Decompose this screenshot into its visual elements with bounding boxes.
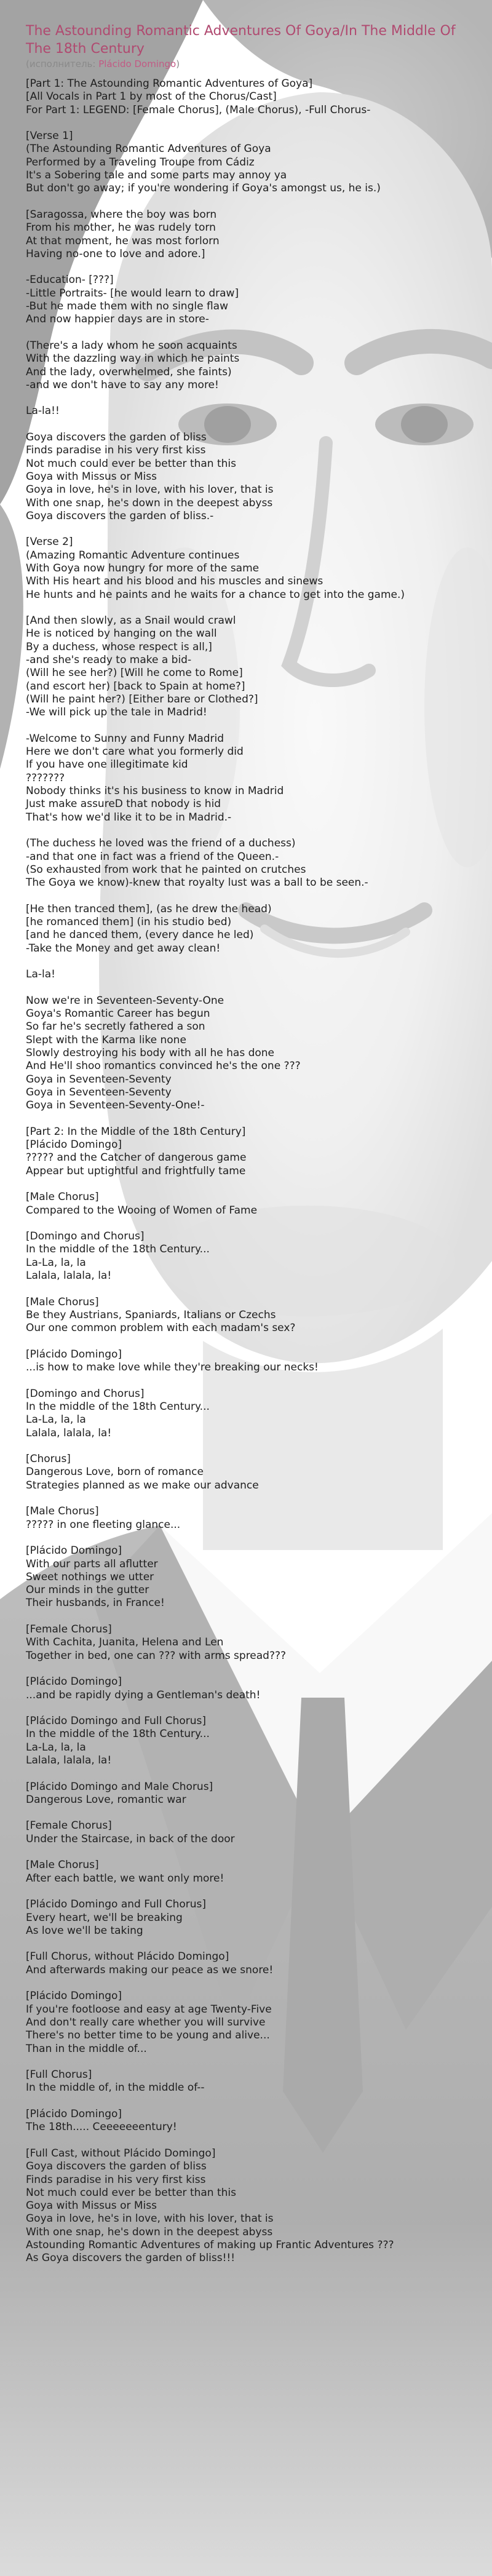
lyric-line: [Saragossa, where the boy was born xyxy=(26,208,217,221)
lyric-stanza xyxy=(26,1715,466,1767)
lyric-line: Every heart, we'll be breaking xyxy=(26,1911,183,1924)
lyric-line: ??????? xyxy=(26,771,65,784)
lyric-line: Finds paradise in his very first kiss xyxy=(26,2173,206,2186)
lyric-stanza xyxy=(26,2069,466,2095)
lyric-line: With Cachita, Juanita, Helena and Len xyxy=(26,1636,224,1649)
lyric-stanza xyxy=(26,1505,466,1532)
lyric-line: -Take the Money and get away clean! xyxy=(26,942,221,955)
lyric-line: [Plácido Domingo and Male Chorus] xyxy=(26,1780,213,1793)
lyric-line: The Goya we know)-knew that royalty lust was a ball to be seen.- xyxy=(26,877,368,889)
lyric-line: Not much could ever be better than this xyxy=(26,457,237,470)
lyric-line: Having no-one to love and adore.] xyxy=(26,247,205,260)
lyric-line: By a duchess, whose respect is all,] xyxy=(26,640,212,653)
lyric-stanza xyxy=(26,614,466,719)
lyric-stanza xyxy=(26,1348,466,1375)
lyric-line: La-La, la, la xyxy=(26,1741,86,1754)
performer-line xyxy=(26,58,466,70)
lyric-stanza xyxy=(26,1191,466,1217)
lyric-line: Here we don't care what you formerly did xyxy=(26,745,244,758)
lyric-line: (and escort her) [back to Spain at home?] xyxy=(26,680,245,693)
lyric-line: Goya in love, he's in love, with his lover, that is xyxy=(26,483,274,496)
lyric-line: [Plácido Domingo] xyxy=(26,1348,122,1361)
lyric-line: [Male Chorus] xyxy=(26,1859,99,1872)
lyric-line: (Will he see her?) [Will he come to Rome] xyxy=(26,667,243,680)
lyric-line: (Will he paint her?) [Either bare or Clothed?] xyxy=(26,693,258,706)
lyric-line: -and she's ready to make a bid- xyxy=(26,654,192,667)
lyric-line: Slowly destroying his body with all he has done xyxy=(26,1046,275,1059)
lyric-line: [Domingo and Chorus] xyxy=(26,1230,145,1243)
lyric-line: (Amazing Romantic Adventure continues xyxy=(26,549,240,562)
lyric-line: If you're footloose and easy at age Twenty-Five xyxy=(26,2003,272,2016)
lyric-stanza xyxy=(26,733,466,824)
lyric-line: In the middle of, in the middle of-- xyxy=(26,2081,205,2094)
lyric-line: With one snap, he's down in the deepest abyss xyxy=(26,496,273,509)
lyric-line: Compared to the Wooing of Women of Fame xyxy=(26,1204,258,1217)
lyric-line: [Male Chorus] xyxy=(26,1505,99,1518)
lyric-line: La-La, la, la xyxy=(26,1413,86,1426)
song-title: The Astounding Romantic Adventures Of Goya/In The Middle Of The 18th Century xyxy=(26,23,456,57)
lyric-line: Goya discovers the garden of bliss.- xyxy=(26,509,214,522)
lyric-stanza xyxy=(26,274,466,326)
lyric-line: And afterwards making our peace as we snore! xyxy=(26,1963,274,1976)
lyric-line: [Full Chorus, without Plácido Domingo] xyxy=(26,1950,229,1963)
lyric-line: Goya in Seventeen-Seventy-One!- xyxy=(26,1099,205,1112)
lyric-line: [Plácido Domingo and Full Chorus] xyxy=(26,1715,206,1728)
lyric-stanza xyxy=(26,995,466,1113)
lyric-line: With Goya now hungry for more of the same xyxy=(26,562,260,574)
lyric-stanza xyxy=(26,1230,466,1282)
lyric-stanza xyxy=(26,1623,466,1663)
lyric-stanza xyxy=(26,1126,466,1178)
lyric-line: And now happier days are in store- xyxy=(26,313,209,326)
lyric-stanza xyxy=(26,2108,466,2134)
lyric-stanza xyxy=(26,536,466,601)
lyric-line: Our minds in the gutter xyxy=(26,1584,149,1597)
lyric-stanza xyxy=(26,209,466,261)
lyric-line: In the middle of the 18th Century... xyxy=(26,1243,210,1256)
lyric-line: Dangerous Love, romantic war xyxy=(26,1793,186,1806)
lyric-line: [and he danced them, (every dance he led) xyxy=(26,929,254,942)
lyric-line: Now we're in Seventeen-Seventy-One xyxy=(26,994,224,1007)
lyric-line: [Domingo and Chorus] xyxy=(26,1387,145,1400)
lyric-line: Goya in Seventeen-Seventy xyxy=(26,1073,172,1086)
lyric-stanza xyxy=(26,1950,466,1977)
lyric-stanza xyxy=(26,1781,466,1807)
lyric-line: In the middle of the 18th Century... xyxy=(26,1728,210,1741)
lyric-line: Goya in Seventeen-Seventy xyxy=(26,1086,172,1099)
lyric-line: Goya discovers the garden of bliss xyxy=(26,431,207,444)
lyric-line: [Part 1: The Astounding Romantic Adventures of Goya] xyxy=(26,78,313,90)
lyric-line: -and that one in fact was a friend of the Queen.- xyxy=(26,850,279,863)
lyric-line: He hunts and he paints and he waits for a chance to get into the game.) xyxy=(26,588,405,601)
lyric-line: Lalala, lalala, la! xyxy=(26,1754,112,1767)
lyric-line: [Plácido Domingo] xyxy=(26,1544,122,1557)
lyric-line: ????? and the Catcher of dangerous game xyxy=(26,1151,247,1164)
lyric-stanza xyxy=(26,968,466,981)
performer-suffix: ) xyxy=(176,58,180,70)
lyric-line: [Female Chorus] xyxy=(26,1623,112,1636)
lyrics-body xyxy=(26,78,466,2265)
lyric-stanza xyxy=(26,130,466,195)
lyric-line: Performed by a Traveling Troupe from Cádiz xyxy=(26,156,255,169)
lyric-line: There's no better time to be young and alive... xyxy=(26,2029,270,2042)
lyric-line: [Plácido Domingo] xyxy=(26,1990,122,2003)
lyric-line: -and we don't have to say any more! xyxy=(26,378,219,391)
lyric-line: Lalala, lalala, la! xyxy=(26,1270,112,1282)
lyric-stanza xyxy=(26,405,466,418)
lyric-line: [Verse 2] xyxy=(26,536,73,549)
lyric-stanza xyxy=(26,1388,466,1440)
lyric-line: Not much could ever be better than this xyxy=(26,2186,237,2199)
lyric-line: [Plácido Domingo] xyxy=(26,2108,122,2121)
lyric-line: [he romanced them] (in his studio bed) xyxy=(26,916,232,928)
lyric-line: Lalala, lalala, la! xyxy=(26,1426,112,1439)
lyric-line: Their husbands, in France! xyxy=(26,1597,165,1610)
lyric-line: And the lady, overwhelmed, she faints) xyxy=(26,365,232,378)
lyric-line: With His heart and his blood and his muscles and sinews xyxy=(26,575,323,588)
lyric-line: It's a Sobering tale and some parts may annoy ya xyxy=(26,169,287,182)
lyric-line: Goya in love, he's in love, with his lover, that is xyxy=(26,2212,274,2225)
lyric-line: He is noticed by hanging on the wall xyxy=(26,627,217,640)
lyric-line: After each battle, we want only more! xyxy=(26,1872,224,1885)
lyric-line: Together in bed, one can ??? with arms spread??? xyxy=(26,1649,287,1662)
lyric-line: [And then slowly, as a Snail would crawl xyxy=(26,614,236,627)
lyric-line: ...is how to make love while they're breaking our necks! xyxy=(26,1361,319,1374)
lyric-line: Appear but uptightful and frightfully tame xyxy=(26,1164,246,1177)
lyric-stanza xyxy=(26,1453,466,1492)
lyric-line: -Little Portraits- [he would learn to draw] xyxy=(26,287,239,300)
lyric-stanza xyxy=(26,431,466,523)
lyric-line: [Part 2: In the Middle of the 18th Century] xyxy=(26,1125,246,1138)
lyric-line: But don't go away; if you're wondering if Goya's amongst us, he is.) xyxy=(26,182,381,195)
lyric-line: Goya's Romantic Career has begun xyxy=(26,1008,210,1020)
lyric-line: [He then tranced them], (as he drew the head) xyxy=(26,902,272,915)
lyric-line: Our one common problem with each madam's sex? xyxy=(26,1322,296,1335)
lyric-line: Goya with Missus or Miss xyxy=(26,2200,157,2212)
lyric-line: Strategies planned as we make our advance xyxy=(26,1479,259,1492)
lyric-line: Nobody thinks it's his business to know in Madrid xyxy=(26,785,284,798)
performer-link[interactable]: Plácido Domingo xyxy=(98,58,177,70)
performer-prefix: (исполнитель: xyxy=(26,58,96,70)
lyric-line: Sweet nothings we utter xyxy=(26,1570,154,1583)
lyric-line: If you have one illegitimate kid xyxy=(26,758,188,771)
lyric-line: In the middle of the 18th Century... xyxy=(26,1400,210,1413)
lyric-line: [Full Cast, without Plácido Domingo] xyxy=(26,2147,216,2160)
lyric-line: With one snap, he's down in the deepest abyss xyxy=(26,2225,273,2238)
lyric-line: [All Vocals in Part 1 by most of the Chorus/Cast] xyxy=(26,90,277,103)
lyric-line: Just make assureD that nobody is hid xyxy=(26,798,221,811)
lyric-line: So far he's secretly fathered a son xyxy=(26,1020,205,1033)
lyric-stanza xyxy=(26,1676,466,1702)
lyric-line: ????? in one fleeting glance... xyxy=(26,1518,181,1531)
lyric-line: From his mother, he was rudely torn xyxy=(26,221,216,234)
lyric-line: Be they Austrians, Spaniards, Italians or Czechs xyxy=(26,1308,276,1321)
lyric-line: Goya discovers the garden of bliss xyxy=(26,2160,207,2173)
lyric-line: (The Astounding Romantic Adventures of Goya xyxy=(26,143,271,156)
lyric-line: ...and be rapidly dying a Gentleman's death! xyxy=(26,1688,261,1701)
lyric-line: With the dazzling way in which he paints xyxy=(26,352,240,365)
lyric-line: And don't really care whether you will survive xyxy=(26,2016,266,2029)
lyric-line: [Chorus] xyxy=(26,1453,71,1466)
lyric-line: Astounding Romantic Adventures of making up Frantic Adventures ??? xyxy=(26,2238,394,2251)
lyric-stanza xyxy=(26,1544,466,1610)
lyric-line: Slept with the Karma like none xyxy=(26,1033,186,1046)
lyric-line: For Part 1: LEGEND: [Female Chorus], (Male Chorus), -Full Chorus- xyxy=(26,103,371,116)
lyric-line: [Plácido Domingo] xyxy=(26,1139,122,1151)
lyric-stanza xyxy=(26,1898,466,1938)
lyric-stanza xyxy=(26,1296,466,1335)
lyric-stanza xyxy=(26,1990,466,2055)
lyric-line: [Plácido Domingo] xyxy=(26,1676,122,1688)
lyric-line: La-la!! xyxy=(26,405,60,418)
lyric-line: Under the Staircase, in back of the door xyxy=(26,1832,235,1845)
lyric-line: Goya with Missus or Miss xyxy=(26,470,157,483)
lyric-line: As love we'll be taking xyxy=(26,1924,143,1937)
lyric-line: [Male Chorus] xyxy=(26,1191,99,1204)
lyric-line: That's how we'd like it to be in Madrid.- xyxy=(26,811,232,824)
lyric-line: [Verse 1] xyxy=(26,130,73,143)
lyric-line: As Goya discovers the garden of bliss!!! xyxy=(26,2252,236,2265)
lyric-line: The 18th..... Ceeeeeeentury! xyxy=(26,2121,177,2134)
lyric-line: With our parts all aflutter xyxy=(26,1557,158,1570)
lyric-stanza xyxy=(26,903,466,955)
lyric-line: [Male Chorus] xyxy=(26,1295,99,1308)
lyric-line: -But he made them with no single flaw xyxy=(26,300,228,313)
lyric-stanza xyxy=(26,1859,466,1885)
lyric-stanza xyxy=(26,78,466,117)
lyric-line: And He'll shoo romantics convinced he's the one ??? xyxy=(26,1060,301,1073)
lyric-stanza xyxy=(26,837,466,889)
lyric-line: Than in the middle of... xyxy=(26,2042,147,2055)
lyric-stanza xyxy=(26,1819,466,1846)
lyric-line: (The duchess he loved was the friend of a duchess) xyxy=(26,837,296,850)
lyric-line: Dangerous Love, born of romance xyxy=(26,1466,204,1479)
lyric-line: [Full Chorus] xyxy=(26,2069,92,2081)
lyric-line: La-la! xyxy=(26,968,55,981)
lyric-line: (There's a lady whom he soon acquaints xyxy=(26,339,237,352)
lyric-line: -We will pick up the tale in Madrid! xyxy=(26,706,207,719)
lyric-line: (So exhausted from work that he painted on crutches xyxy=(26,863,306,876)
lyric-line: [Female Chorus] xyxy=(26,1819,112,1832)
lyric-line: -Welcome to Sunny and Funny Madrid xyxy=(26,732,224,745)
lyric-line: -Education- [???] xyxy=(26,274,114,287)
lyric-stanza xyxy=(26,2147,466,2265)
lyric-line: At that moment, he was most forlorn xyxy=(26,234,220,247)
lyric-stanza xyxy=(26,340,466,392)
lyric-line: La-La, la, la xyxy=(26,1256,86,1269)
lyric-line: [Plácido Domingo and Full Chorus] xyxy=(26,1898,206,1911)
lyric-line: Finds paradise in his very first kiss xyxy=(26,444,206,457)
